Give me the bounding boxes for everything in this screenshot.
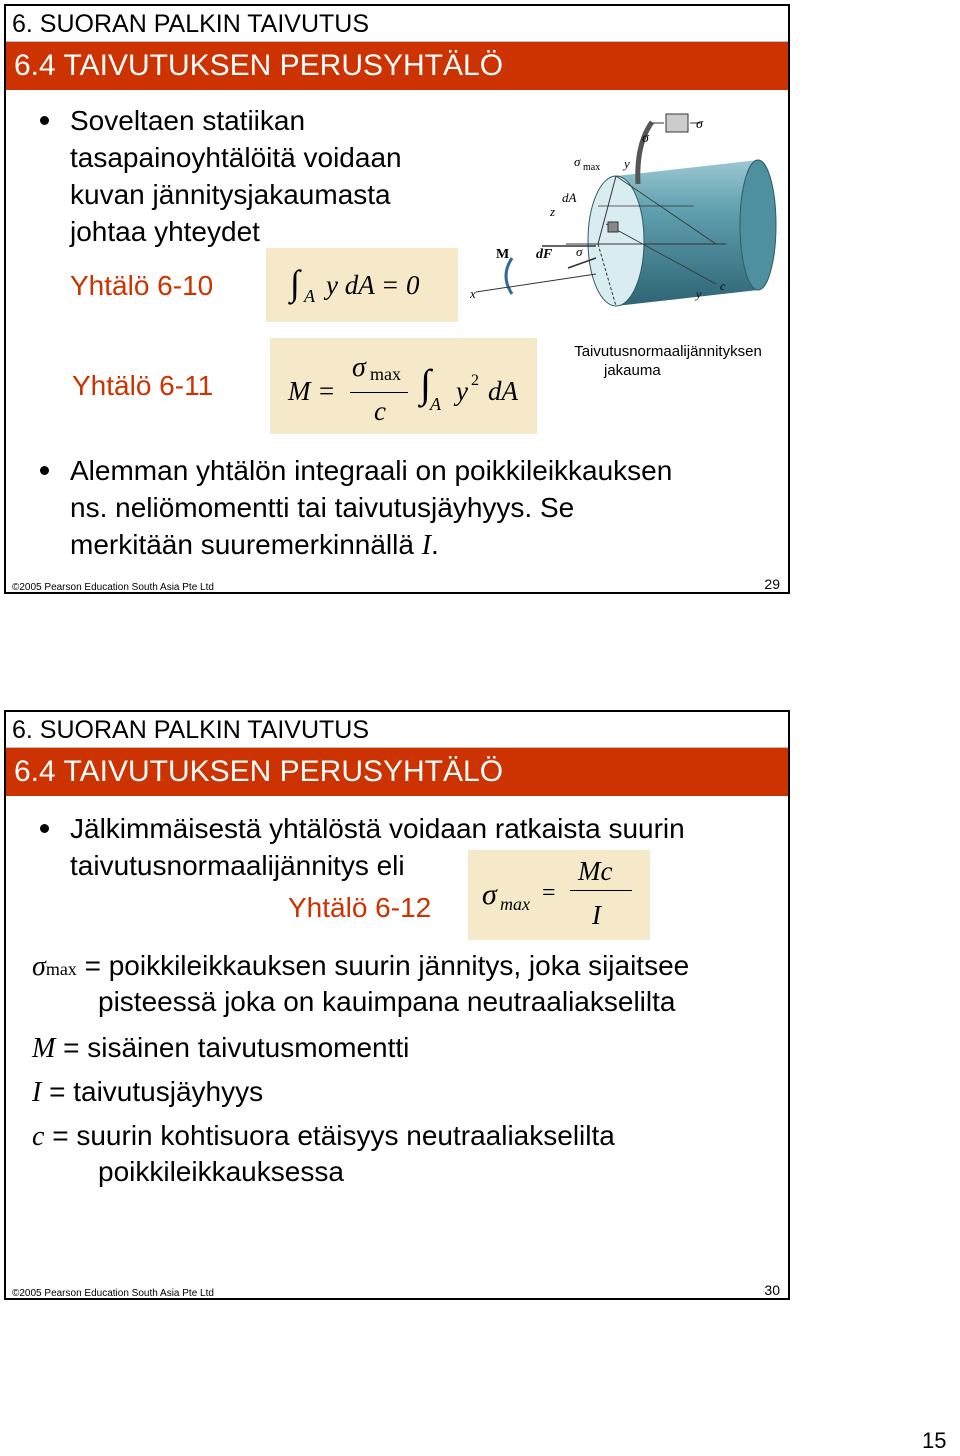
label-x: x: [470, 286, 476, 301]
definition-text: = poikkileikkauksen suurin jännitys, joka sijaitsee: [76, 950, 690, 981]
equation-6-12: [468, 850, 650, 940]
definition-text: = suurin kohtisuora etäisyys neutraaliakselilta: [44, 1120, 615, 1151]
cross-section-face: [588, 176, 644, 306]
fraction-bar: [350, 392, 408, 393]
da-variable: dA: [488, 376, 518, 406]
max-subscript: max: [370, 364, 401, 384]
integral-sign: ∫: [420, 361, 431, 406]
label-df: dF: [536, 247, 553, 262]
slide-number: 29: [764, 576, 780, 592]
equation-label-6-11: Yhtälö 6-11: [72, 370, 214, 401]
equation-label-6-12: Yhtälö 6-12: [288, 892, 432, 923]
beam-end: [740, 160, 776, 290]
text-line: Soveltaen statiikan: [70, 105, 306, 136]
fraction-bar: [570, 890, 632, 891]
label-z: z: [550, 204, 556, 219]
definitions-list: [32, 948, 772, 1198]
beam-stress-figure: [466, 94, 786, 319]
text-segment: .: [431, 529, 439, 560]
label-max-sub: max: [583, 162, 601, 173]
x-axis: [476, 274, 596, 292]
text-line: ns. neliömomentti tai taivutusjäyhyys. Se: [70, 492, 575, 523]
stress-element-cube: [666, 114, 688, 132]
equals-sign: =: [542, 880, 556, 906]
label-sigma-max: σ: [574, 154, 581, 169]
label-y: y: [696, 287, 702, 301]
integral-domain: A: [304, 286, 315, 306]
definition-text: = sisäinen taivutusmomentti: [55, 1032, 410, 1063]
denominator-c: c: [374, 396, 386, 426]
sigma-symbol: σ: [482, 878, 497, 911]
bullet-dot: [40, 824, 49, 833]
section-title: 6.4 TAIVUTUKSEN PERUSYHTÄLÖ: [6, 42, 788, 90]
definition-distance: [32, 1118, 615, 1155]
label-moment: M: [496, 247, 510, 262]
symbol-subscript: max: [45, 959, 77, 979]
copyright: ©2005 Pearson Education South Asia Pte Ltd: [12, 1288, 214, 1299]
denominator-i: I: [592, 900, 601, 930]
integral-sign: ∫: [290, 263, 300, 303]
numerator-mc: Mc: [578, 856, 613, 886]
label-sigma: σ: [696, 117, 703, 132]
equation-6-10: [266, 248, 458, 322]
text-segment: merkitään suuremerkinnällä: [70, 529, 422, 560]
symbol-i: I: [421, 530, 432, 561]
bullet-dot: [40, 466, 49, 475]
caption-line: jakauma: [604, 362, 661, 379]
definition-continuation: pisteessä joka on kauimpana neutraaliakselilta: [98, 986, 676, 1017]
definition-text: = taivutusjäyhyys: [41, 1076, 264, 1107]
bullet-integral: [40, 452, 780, 568]
text-line: kuvan jännitysjakaumasta: [70, 179, 391, 210]
slide-29: [4, 4, 790, 594]
definition-continuation: poikkileikkauksessa: [98, 1156, 344, 1187]
equation-label-6-10: Yhtälö 6-10: [70, 270, 214, 301]
integral-domain: A: [430, 394, 441, 414]
max-subscript: max: [500, 894, 530, 914]
y-variable: y: [456, 376, 468, 406]
section-title: 6.4 TAIVUTUKSEN PERUSYHTÄLÖ: [6, 748, 788, 796]
text-line: Jälkimmäisestä yhtälöstä voidaan ratkaista suurin: [70, 813, 685, 844]
text-line: Alemman yhtälön integraali on poikkileikkauksen: [70, 455, 673, 486]
bullet-text: [70, 452, 672, 564]
caption-line: Taivutusnormaalijännityksen: [574, 343, 762, 360]
page-number: 15: [922, 1428, 947, 1453]
symbol-sigma: σ: [32, 951, 46, 982]
symbol-i: I: [32, 1077, 42, 1108]
equation-6-11: [270, 338, 537, 434]
label-sigma: σ: [642, 131, 649, 146]
slide-number: 30: [764, 1282, 780, 1298]
definition-moment: [32, 1030, 409, 1067]
label-da: dA: [562, 190, 577, 205]
chapter-title: 6. SUORAN PALKIN TAIVUTUS: [6, 712, 788, 748]
text-line: taivutusnormaalijännitys eli: [70, 850, 405, 881]
figure-caption: [550, 342, 786, 380]
definition-inertia: [32, 1074, 263, 1111]
copyright: ©2005 Pearson Education South Asia Pte Ltd: [12, 582, 214, 593]
symbol-c: c: [32, 1121, 45, 1152]
label-sigma: σ: [576, 244, 583, 259]
exponent-2: 2: [471, 372, 479, 389]
bullet-statics: [40, 102, 480, 252]
symbol-m: M: [32, 1033, 56, 1064]
label-c: c: [720, 279, 726, 293]
chapter-title: 6. SUORAN PALKIN TAIVUTUS: [6, 6, 788, 42]
sigma-symbol: σ: [352, 352, 366, 383]
area-element-da: [608, 222, 618, 232]
equation-body: y dA = 0: [326, 270, 420, 300]
label-y: y: [624, 156, 630, 171]
text-line: johtaa yhteydet: [70, 216, 260, 247]
slide-30: [4, 710, 790, 1300]
bullet-text: [70, 102, 402, 250]
text-line: [70, 526, 672, 564]
definition-sigma-max: [32, 948, 689, 987]
text-line: tasapainoyhtälöitä voidaan: [70, 142, 402, 173]
bullet-dot: [40, 116, 49, 125]
bullet-solve: [40, 810, 780, 890]
moment-arrow-icon: [506, 258, 512, 294]
lhs-moment: M =: [288, 376, 336, 406]
